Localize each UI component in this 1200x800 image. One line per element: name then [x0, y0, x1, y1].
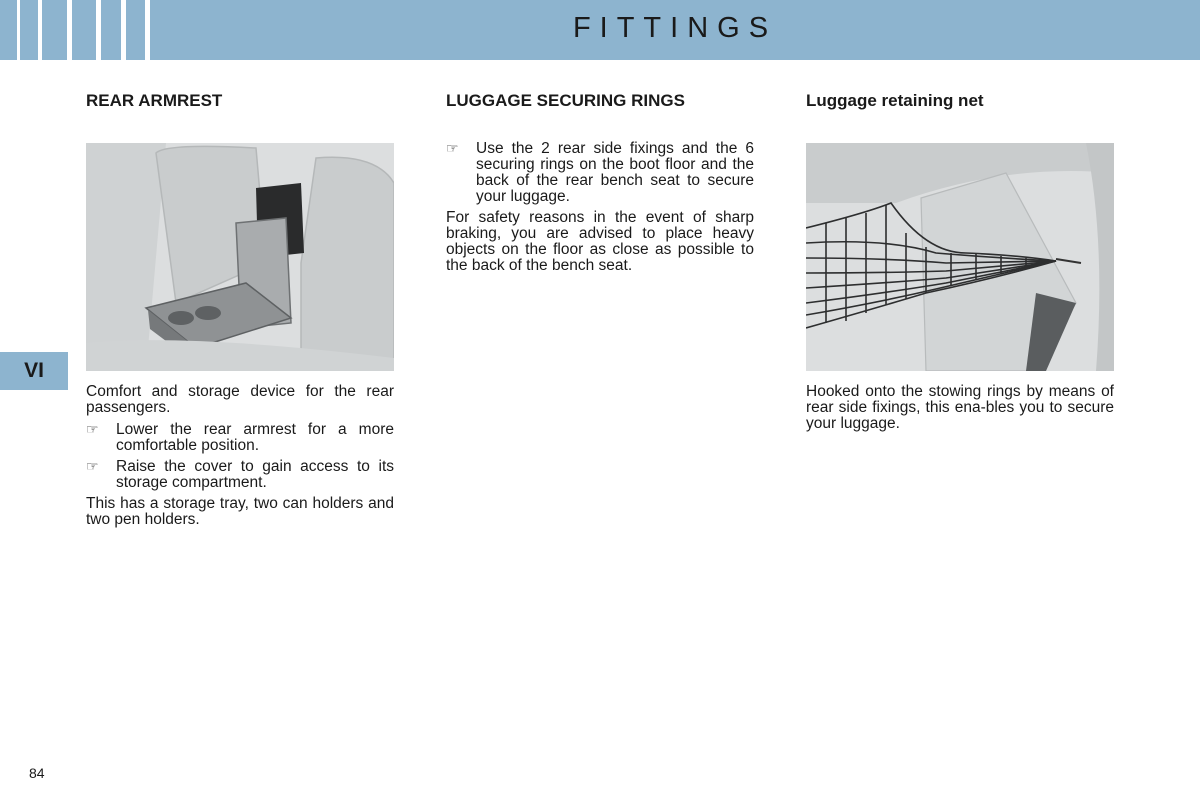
chapter-tab[interactable]: VI [0, 352, 68, 390]
rear-armrest-text [86, 384, 394, 534]
header-stripe [67, 0, 72, 60]
header-stripe [38, 0, 42, 60]
section-heading: Luggage retaining net [806, 91, 984, 110]
retaining-net-text [806, 384, 1114, 438]
luggage-rings-text [446, 141, 754, 280]
section-heading: REAR ARMREST [86, 91, 223, 110]
armrest-illustration [86, 143, 394, 371]
header-stripe [96, 0, 101, 60]
pointing-hand-icon: ☞ [86, 458, 99, 474]
page-number: 84 [29, 765, 45, 781]
luggage-rings-section [446, 90, 754, 112]
pointing-hand-icon: ☞ [446, 140, 459, 156]
luggage-net-illustration [806, 143, 1114, 371]
page-title: FITTINGS [572, 12, 778, 44]
body-text: Hooked onto the stowing rings by means of rear side fixings, this ena-bles you to secure your luggage. [806, 383, 1114, 432]
list-item [446, 141, 754, 205]
list-item [86, 422, 394, 454]
retaining-net-section [806, 90, 1114, 112]
intro-text: Comfort and storage device for the rear passengers. [86, 383, 394, 416]
list-item-text: Raise the cover to gain access to its storage compartment. [116, 458, 394, 491]
list-item [86, 459, 394, 491]
section-heading: LUGGAGE SECURING RINGS [446, 91, 685, 110]
body-text: For safety reasons in the event of sharp braking, you are advised to place heavy objects on the floor as close as possible to the back of the bench seat. [446, 209, 754, 274]
page-header [0, 0, 1200, 60]
rear-armrest-section [86, 90, 394, 112]
list-item-text: Lower the rear armrest for a more comfortable position. [116, 421, 394, 454]
pointing-hand-icon: ☞ [86, 421, 99, 437]
header-stripe [121, 0, 126, 60]
header-stripe [17, 0, 20, 60]
outro-text: This has a storage tray, two can holders and two pen holders. [86, 495, 394, 528]
list-item-text: Use the 2 rear side fixings and the 6 securing rings on the boot floor and the back of the rear bench seat to secure your luggage. [476, 140, 754, 205]
